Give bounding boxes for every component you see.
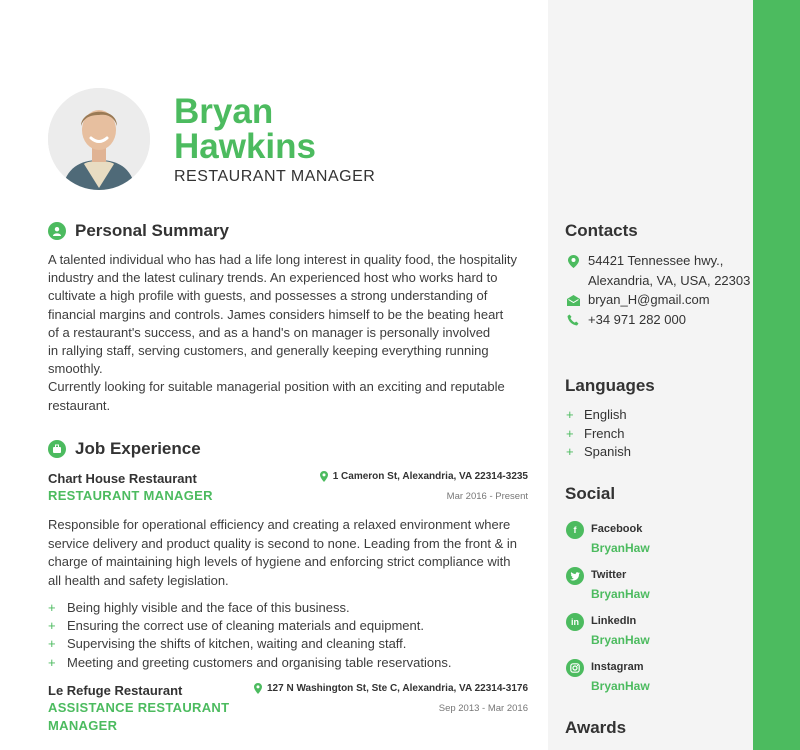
first-name: Bryan — [174, 92, 274, 131]
contact-address-line: 54421 Tennessee hwy., — [588, 253, 724, 268]
profile-photo — [48, 88, 150, 190]
twitter-icon — [566, 567, 584, 585]
candidate-role: RESTAURANT MANAGER — [174, 168, 376, 185]
plus-icon: + — [48, 654, 56, 670]
job-description-line: service delivery and product quality is second to none. Leading from the front & in — [48, 535, 517, 551]
awards-heading: Awards — [565, 718, 627, 737]
person-icon — [48, 222, 66, 240]
job-title: RESTAURANT MANAGER — [48, 488, 213, 503]
job-experience-heading — [48, 439, 201, 459]
personal-summary-title: Personal Summary — [75, 221, 230, 240]
plus-icon: + — [566, 407, 574, 422]
phone-icon — [566, 310, 580, 330]
languages-heading: Languages — [565, 376, 655, 395]
summary-line: restaurant. — [48, 397, 111, 413]
job-address — [320, 471, 528, 482]
job-title-line: ASSISTANCE RESTAURANT — [48, 700, 230, 715]
plus-icon: + — [566, 444, 574, 459]
job-company: Le Refuge Restaurant — [48, 683, 183, 698]
plus-icon: + — [48, 599, 56, 615]
language-item — [566, 444, 631, 459]
list-item — [48, 598, 528, 616]
plus-icon: + — [48, 617, 56, 633]
language-text: Spanish — [584, 444, 631, 459]
social-handle[interactable]: BryanHaw — [591, 541, 650, 555]
social-network-name: LinkedIn — [591, 615, 637, 627]
accent-strip — [753, 0, 800, 750]
summary-line: in rallying staff, serving customers, and generally keeping everything running — [48, 343, 489, 359]
list-item — [48, 653, 528, 671]
job-dates: Sep 2013 - Mar 2016 — [438, 703, 528, 714]
list-item-text: Ensuring the correct use of cleaning materials and equipment. — [67, 617, 424, 633]
social-handle[interactable]: BryanHaw — [591, 633, 650, 647]
last-name: Hawkins — [174, 127, 316, 166]
personal-summary-heading — [48, 221, 229, 241]
job-description-line: charge of maintaining high levels of hygiene and enforcing strict compliance with — [48, 554, 511, 569]
social-twitter[interactable] — [566, 568, 650, 602]
job-title — [48, 699, 229, 735]
job-dates: Mar 2016 - Present — [446, 491, 528, 502]
location-pin-icon — [320, 471, 328, 482]
person-photo-icon — [48, 88, 150, 190]
candidate-name — [174, 94, 316, 164]
summary-line: A talented individual who has had a life long interest in quality food, the hospitality — [48, 252, 518, 267]
list-item — [48, 616, 528, 634]
contact-phone[interactable] — [566, 310, 686, 330]
job-description — [48, 516, 533, 590]
contact-phone-text: +34 971 282 000 — [588, 312, 686, 327]
social-network-name: Instagram — [591, 661, 644, 673]
social-network-name: Twitter — [591, 569, 627, 581]
briefcase-icon — [48, 440, 66, 458]
social-heading: Social — [565, 484, 616, 503]
job-company: Chart House Restaurant — [48, 471, 197, 486]
social-handle[interactable]: BryanHaw — [591, 587, 650, 601]
job-title-line: MANAGER — [48, 718, 118, 733]
job-experience-title: Job Experience — [75, 439, 201, 458]
contact-email-text: bryan_H@gmail.com — [588, 292, 710, 307]
job-responsibilities-list — [48, 598, 528, 671]
contacts-heading: Contacts — [565, 221, 638, 240]
location-pin-icon — [254, 683, 262, 694]
job-description-line: all health and safety legislation. — [48, 572, 229, 588]
summary-line: cultivate a high profile with guests, and possesses a strong understanding of — [48, 288, 488, 304]
job-address-text: 1 Cameron St, Alexandria, VA 22314-3235 — [332, 471, 528, 482]
language-item — [566, 407, 627, 422]
linkedin-icon: in — [566, 613, 584, 631]
contact-address-line: Alexandria, VA, USA, 22303 — [588, 273, 751, 288]
list-item-text: Being highly visible and the face of this business. — [67, 599, 350, 615]
summary-line: Currently looking for suitable managerial position with an exciting and reputable — [48, 379, 505, 395]
social-network-name: Facebook — [591, 523, 643, 535]
list-item — [48, 635, 528, 653]
social-facebook[interactable] — [566, 522, 650, 556]
social-handle[interactable]: BryanHaw — [591, 679, 650, 693]
language-text: English — [584, 407, 627, 422]
contact-address — [566, 251, 750, 291]
personal-summary-text — [48, 251, 538, 415]
job-description-line: Responsible for operational efficiency and creating a relaxed environment where — [48, 517, 511, 532]
summary-line: financial margins and controls. James considers himself to be the beating heart — [48, 306, 504, 322]
list-item-text: Meeting and greeting customers and organising table reservations. — [67, 654, 452, 670]
summary-line: industry and the latest culinary trends. An experienced host who works hard to — [48, 270, 498, 286]
job-address — [254, 683, 528, 694]
facebook-icon: f — [566, 521, 584, 539]
plus-icon: + — [566, 426, 574, 441]
social-instagram[interactable] — [566, 660, 650, 694]
plus-icon: + — [48, 636, 56, 652]
instagram-icon — [566, 659, 584, 677]
location-pin-icon — [566, 251, 580, 271]
language-item — [566, 426, 624, 441]
contact-email[interactable] — [566, 290, 710, 310]
language-text: French — [584, 426, 625, 441]
job-address-text: 127 N Washington St, Ste C, Alexandria, VA 22314-3176 — [266, 683, 528, 694]
mail-icon — [566, 290, 580, 310]
summary-line: smoothly. — [48, 361, 103, 377]
list-item-text: Supervising the shifts of kitchen, waiting and cleaning staff. — [67, 636, 407, 652]
summary-line: of a restaurant's success, and as a hand's on manager is personally involved — [48, 324, 491, 340]
social-linkedin[interactable] — [566, 614, 650, 648]
